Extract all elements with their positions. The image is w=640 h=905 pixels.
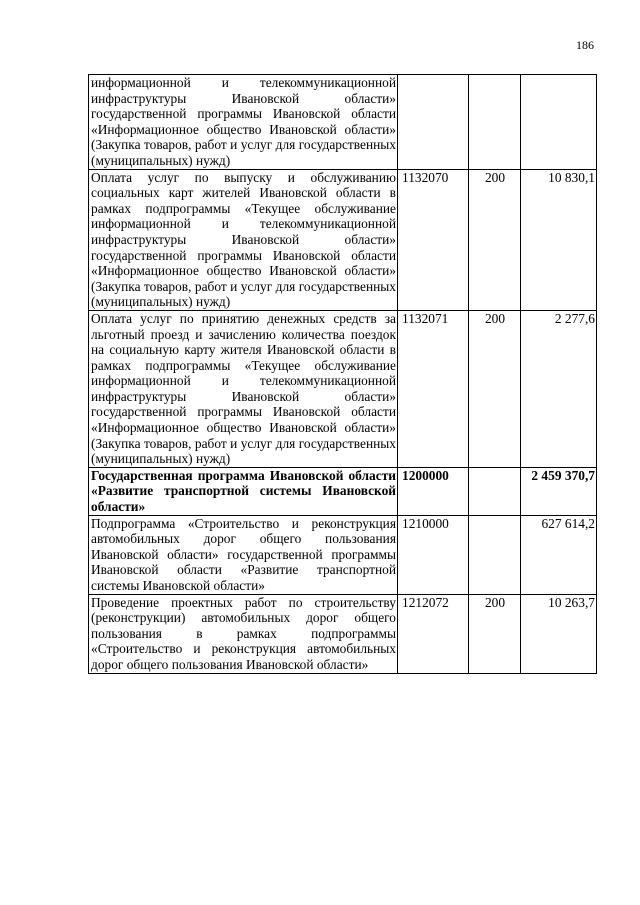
row-sum-cell: 10 830,1 xyxy=(521,169,597,310)
row-code-cell: 1132071 xyxy=(398,310,469,467)
row-name-cell: Государственная программа Ивановской области «Развитие транспортной системы Ивановской области» xyxy=(89,467,398,515)
row-sum-cell xyxy=(521,75,597,170)
row-type-cell xyxy=(469,75,521,170)
row-type-cell xyxy=(469,515,521,594)
row-type-cell: 200 xyxy=(469,594,521,673)
row-type-cell xyxy=(469,467,521,515)
row-code-cell: 1210000 xyxy=(398,515,469,594)
row-name-cell: информационной и телекоммуникационной инфраструктуры Ивановской области» государственной программы Ивановской области «Информационное общество Ивановской области» (Закупка товаров, работ и услуг для государственных (муниципальных) нужд) xyxy=(89,75,398,170)
row-type-cell: 200 xyxy=(469,310,521,467)
row-name-cell: Проведение проектных работ по строительству (реконструкции) автомобильных дорог общего пользования в рамках подпрограммы «Строительство и реконструкция автомобильных дорог общего пользования Ивановской области» xyxy=(89,594,398,673)
row-code-cell: 1212072 xyxy=(398,594,469,673)
table-row xyxy=(89,515,597,594)
row-name-cell: Оплата услуг по выпуску и обслуживанию социальных карт жителей Ивановской области в рамках подпрограммы «Текущее обслуживание информационной и телекоммуникационной инфраструктуры Ивановской области» государственной программы Ивановской области «Информационное общество Ивановской области» (Закупка товаров, работ и услуг для государственных (муниципальных) нужд) xyxy=(89,169,398,310)
row-sum-cell: 2 277,6 xyxy=(521,310,597,467)
row-code-cell: 1200000 xyxy=(398,467,469,515)
table-row-program xyxy=(89,467,597,515)
table-row xyxy=(89,75,597,170)
table-row xyxy=(89,594,597,673)
budget-table xyxy=(88,74,597,674)
table-row xyxy=(89,310,597,467)
row-type-cell: 200 xyxy=(469,169,521,310)
table-row xyxy=(89,169,597,310)
row-code-cell xyxy=(398,75,469,170)
row-sum-cell: 627 614,2 xyxy=(521,515,597,594)
page-number: 186 xyxy=(576,38,594,52)
row-code-cell: 1132070 xyxy=(398,169,469,310)
row-sum-cell: 10 263,7 xyxy=(521,594,597,673)
row-name-cell: Оплата услуг по принятию денежных средств за льготный проезд и зачислению количества поездок на социальную карту жителя Ивановской области в рамках подпрограммы «Текущее обслуживание информационной и телекоммуникационной инфраструктуры Ивановской области» государственной программы Ивановской области «Информационное общество Ивановской области» (Закупка товаров, работ и услуг для государственных (муниципальных) нужд) xyxy=(89,310,398,467)
row-name-cell: Подпрограмма «Строительство и реконструкция автомобильных дорог общего пользования Ивановской области» государственной программы Ивановской области «Развитие транспортной системы Ивановской области» xyxy=(89,515,398,594)
row-sum-cell: 2 459 370,7 xyxy=(521,467,597,515)
